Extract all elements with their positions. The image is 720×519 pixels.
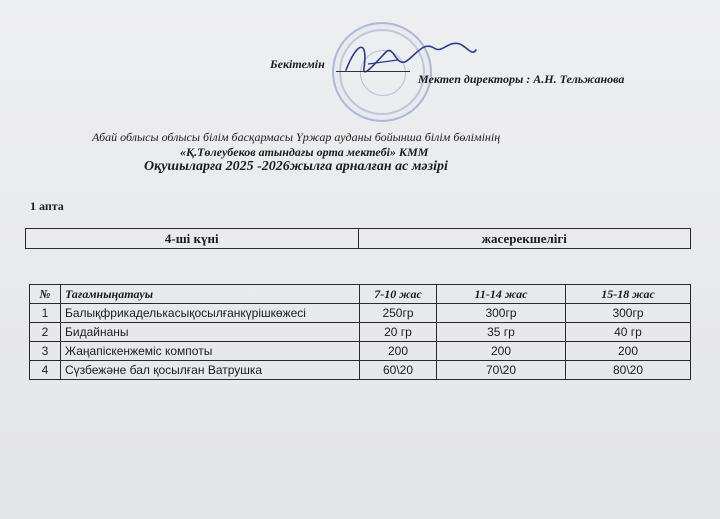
menu-title: Оқушыларға 2025 -2026жылға арналған ас мәзірі	[144, 159, 448, 174]
organization-line-2: «Қ.Төлеубеков атындағы орта мектебі» КММ	[180, 145, 429, 159]
portion-11-14: 200	[437, 342, 566, 361]
row-number: 2	[30, 323, 61, 342]
table-row	[30, 304, 691, 323]
portion-7-10: 250гр	[360, 304, 437, 323]
table-row	[30, 323, 691, 342]
dish-name: Сүзбежәне бал қосылған Ватрушка	[61, 361, 360, 380]
table-header-row	[30, 285, 691, 304]
dish-name: Балықфрикаделькасықосылғанкүрішкөжесі	[61, 304, 360, 323]
dish-name: Жаңапіскенжеміс компоты	[61, 342, 360, 361]
bleed-through-text	[290, 38, 293, 53]
organization-line-1: Абай облысы облысы білім басқармасы Үржар ауданы бойынша білім бөлімінің	[92, 130, 501, 144]
row-number: 3	[30, 342, 61, 361]
day-label: 4-ші күні	[26, 229, 359, 249]
portion-7-10: 60\20	[360, 361, 437, 380]
col-header-age-11-14: 11-14 жас	[437, 285, 566, 304]
row-number: 1	[30, 304, 61, 323]
portion-7-10: 200	[360, 342, 437, 361]
portion-7-10: 20 гр	[360, 323, 437, 342]
portion-11-14: 300гр	[437, 304, 566, 323]
portion-11-14: 70\20	[437, 361, 566, 380]
row-number: 4	[30, 361, 61, 380]
weekday-label: жасерекшелігі	[358, 229, 691, 249]
col-header-age-15-18: 15-18 жас	[566, 285, 691, 304]
portion-15-18: 300гр	[566, 304, 691, 323]
dish-name: Бидайнаны	[61, 323, 360, 342]
signature-line	[336, 71, 410, 72]
day-header-table	[25, 228, 691, 249]
portion-15-18: 200	[566, 342, 691, 361]
portion-15-18: 40 гр	[566, 323, 691, 342]
portion-15-18: 80\20	[566, 361, 691, 380]
col-header-age-7-10: 7-10 жас	[360, 285, 437, 304]
col-header-number: №	[30, 285, 61, 304]
portion-11-14: 35 гр	[437, 323, 566, 342]
table-row	[30, 361, 691, 380]
approve-label: Бекітемін	[270, 57, 325, 71]
table-row	[30, 342, 691, 361]
col-header-dish: Тағамныңатауы	[61, 285, 360, 304]
menu-table	[29, 284, 691, 380]
week-label: 1 апта	[30, 199, 64, 213]
director-line: Мектеп директоры : А.Н. Тельжанова	[418, 72, 625, 86]
